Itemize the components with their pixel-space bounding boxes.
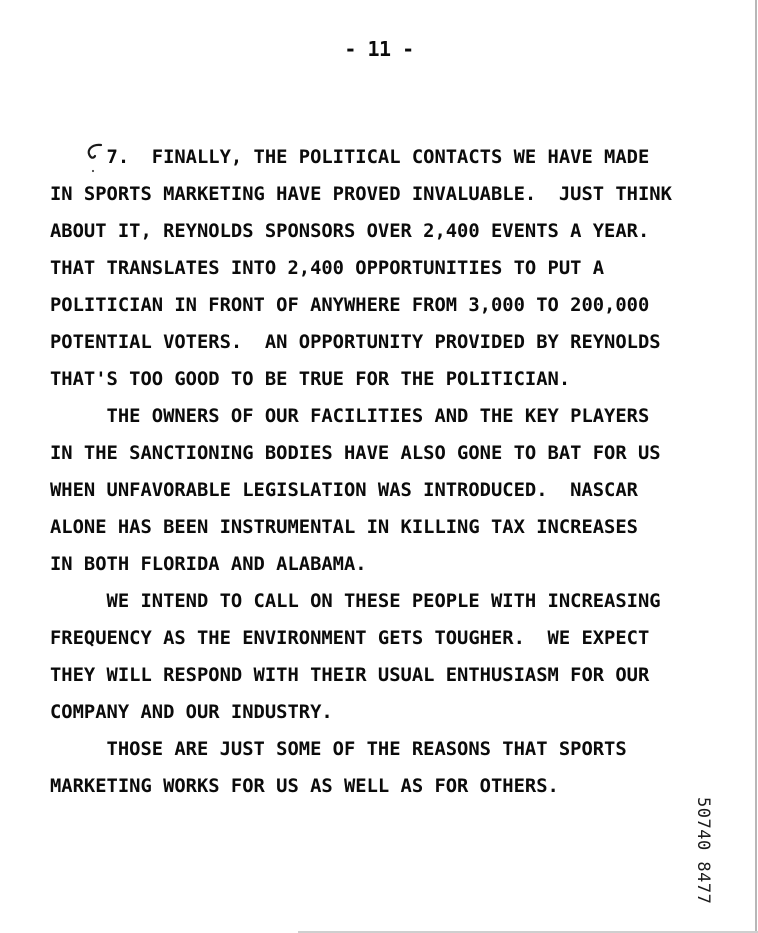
typed-line: IN BOTH FLORIDA AND ALABAMA. [50,554,367,575]
typed-line: WE INTEND TO CALL ON THESE PEOPLE WITH INCREASING [50,591,661,612]
typed-line: COMPANY AND OUR INDUSTRY. [50,702,333,723]
typed-line: IN THE SANCTIONING BODIES HAVE ALSO GONE TO BAT FOR US [50,443,661,464]
typed-line: THEY WILL RESPOND WITH THEIR USUAL ENTHUSIASM FOR OUR [50,665,650,686]
typed-paragraph [50,139,710,398]
scan-edge-right-line [755,0,757,933]
typed-line: POTENTIAL VOTERS. AN OPPORTUNITY PROVIDED BY REYNOLDS [50,332,661,353]
typed-line: THAT TRANSLATES INTO 2,400 OPPORTUNITIES TO PUT A [50,258,605,279]
page-number: - 11 - [344,37,414,61]
typed-paragraph [50,731,710,805]
typed-line: WHEN UNFAVORABLE LEGISLATION WAS INTRODUCED. NASCAR [50,480,638,501]
typed-paragraph [50,583,710,731]
typed-line: POLITICIAN IN FRONT OF ANYWHERE FROM 3,000 TO 200,000 [50,295,650,316]
typed-line: THE OWNERS OF OUR FACILITIES AND THE KEY PLAYERS [50,406,650,427]
typed-line: ABOUT IT, REYNOLDS SPONSORS OVER 2,400 EVENTS A YEAR. [50,221,650,242]
typed-line: ALONE HAS BEEN INSTRUMENTAL IN KILLING TAX INCREASES [50,517,638,538]
typed-paragraph [50,398,710,583]
document-body [50,139,710,805]
typed-line: THOSE ARE JUST SOME OF THE REASONS THAT SPORTS [50,739,627,760]
typed-line: THAT'S TOO GOOD TO BE TRUE FOR THE POLITICIAN. [50,369,571,390]
typed-line: IN SPORTS MARKETING HAVE PROVED INVALUABLE. JUST THINK [50,184,672,205]
typed-line: FREQUENCY AS THE ENVIRONMENT GETS TOUGHER. WE EXPECT [50,628,650,649]
typed-line: MARKETING WORKS FOR US AS WELL AS FOR OTHERS. [50,776,559,797]
bates-stamp-number: 50740 8477 [693,797,713,905]
typed-line: 7. FINALLY, THE POLITICAL CONTACTS WE HAVE MADE [50,147,650,168]
